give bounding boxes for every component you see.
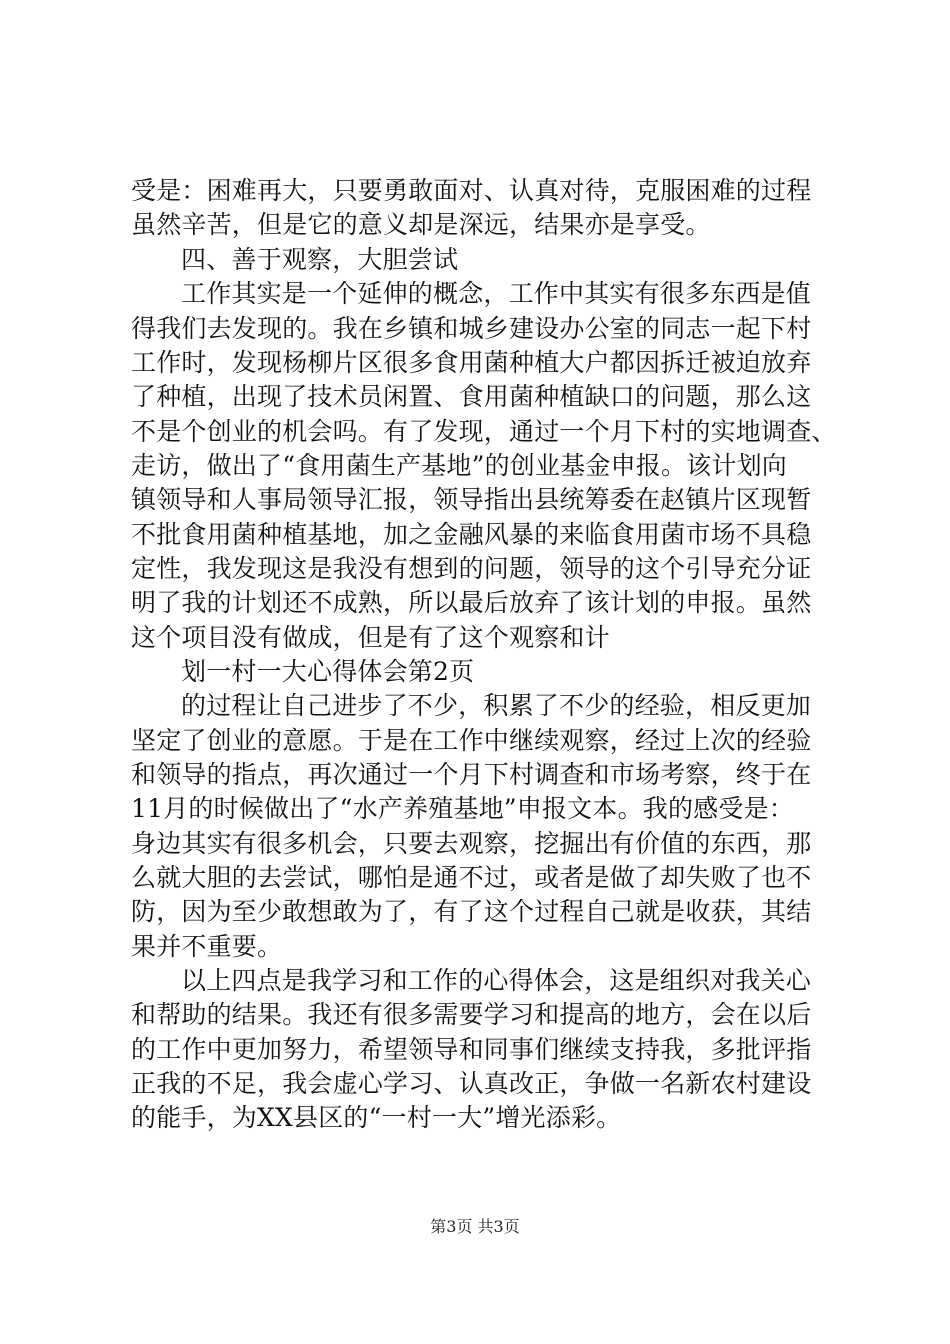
text-line: 明了我的计划还不成熟，所以最后放弃了该计划的申报。虽然 — [131, 588, 812, 617]
text-line: 不批食用菌种植基地，加之金融风暴的来临食用菌市场不具稳 — [131, 520, 812, 549]
text-line: 镇领导和人事局领导汇报，领导指出县统筹委在赵镇片区现暂 — [131, 485, 812, 514]
text-line: 正我的不足，我会虚心学习、认真改正，争做一名新农村建设 — [131, 1069, 812, 1098]
text-line: 这个项目没有做成，但是有了这个观察和计 — [131, 623, 610, 652]
page-break-caption: 划一村一大心得体会第2页 — [181, 657, 475, 686]
text-line: 走访，做出了“食用菌生产基地”的创业基金申报。该计划向 — [131, 451, 787, 480]
text-line: 工作其实是一个延伸的概念，工作中其实有很多东西是值 — [181, 279, 812, 308]
text-line: 工作时，发现杨柳片区很多食用菌种植大户都因拆迁被迫放弃 — [131, 348, 812, 377]
text-line: 11月的时候做出了“水产养殖基地”申报文本。我的感受是： — [131, 794, 794, 823]
text-line: 的工作中更加努力，希望领导和同事们继续支持我，多批评指 — [131, 1035, 812, 1064]
text-line: 得我们去发现的。我在乡镇和城乡建设办公室的同志一起下村 — [131, 314, 812, 343]
text-line: 身边其实有很多机会，只要去观察，挖掘出有价值的东西，那 — [131, 829, 812, 858]
text-line: 以上四点是我学习和工作的心得体会，这是组织对我关心 — [181, 966, 812, 995]
text-line: 防，因为至少敢想敢为了，有了这个过程自己就是收获，其结 — [131, 897, 812, 926]
text-line: 受是：困难再大，只要勇敢面对、认真对待，克服困难的过程 — [131, 176, 812, 205]
section-heading: 四、善于观察，大胆尝试 — [181, 245, 459, 274]
text-line: 坚定了创业的意愿。于是在工作中继续观察，经过上次的经验 — [131, 726, 812, 755]
text-line: 么就大胆的去尝试，哪怕是通不过，或者是做了却失败了也不 — [131, 863, 812, 892]
text-line: 和领导的指点，再次通过一个月下村调查和市场考察，终于在 — [131, 760, 812, 789]
text-line: 的过程让自己进步了不少，积累了不少的经验，相反更加 — [181, 691, 812, 720]
text-line: 果并不重要。 — [131, 932, 283, 961]
text-line: 定性，我发现这是我没有想到的问题，领导的这个引导充分证 — [131, 554, 812, 583]
text-line: 的能手，为XX县区的“一村一大”增光添彩。 — [131, 1103, 622, 1132]
page-number-footer: 第3页 共3页 — [430, 1217, 520, 1236]
text-line: 了种植，出现了技术员闲置、食用菌种植缺口的问题，那么这 — [131, 382, 812, 411]
text-line: 虽然辛苦，但是它的意义却是深远，结果亦是享受。 — [131, 210, 711, 239]
text-line: 不是个创业的机会吗。有了发现，通过一个月下村的实地调查、 — [131, 417, 837, 446]
text-line: 和帮助的结果。我还有很多需要学习和提高的地方，会在以后 — [131, 1000, 812, 1029]
